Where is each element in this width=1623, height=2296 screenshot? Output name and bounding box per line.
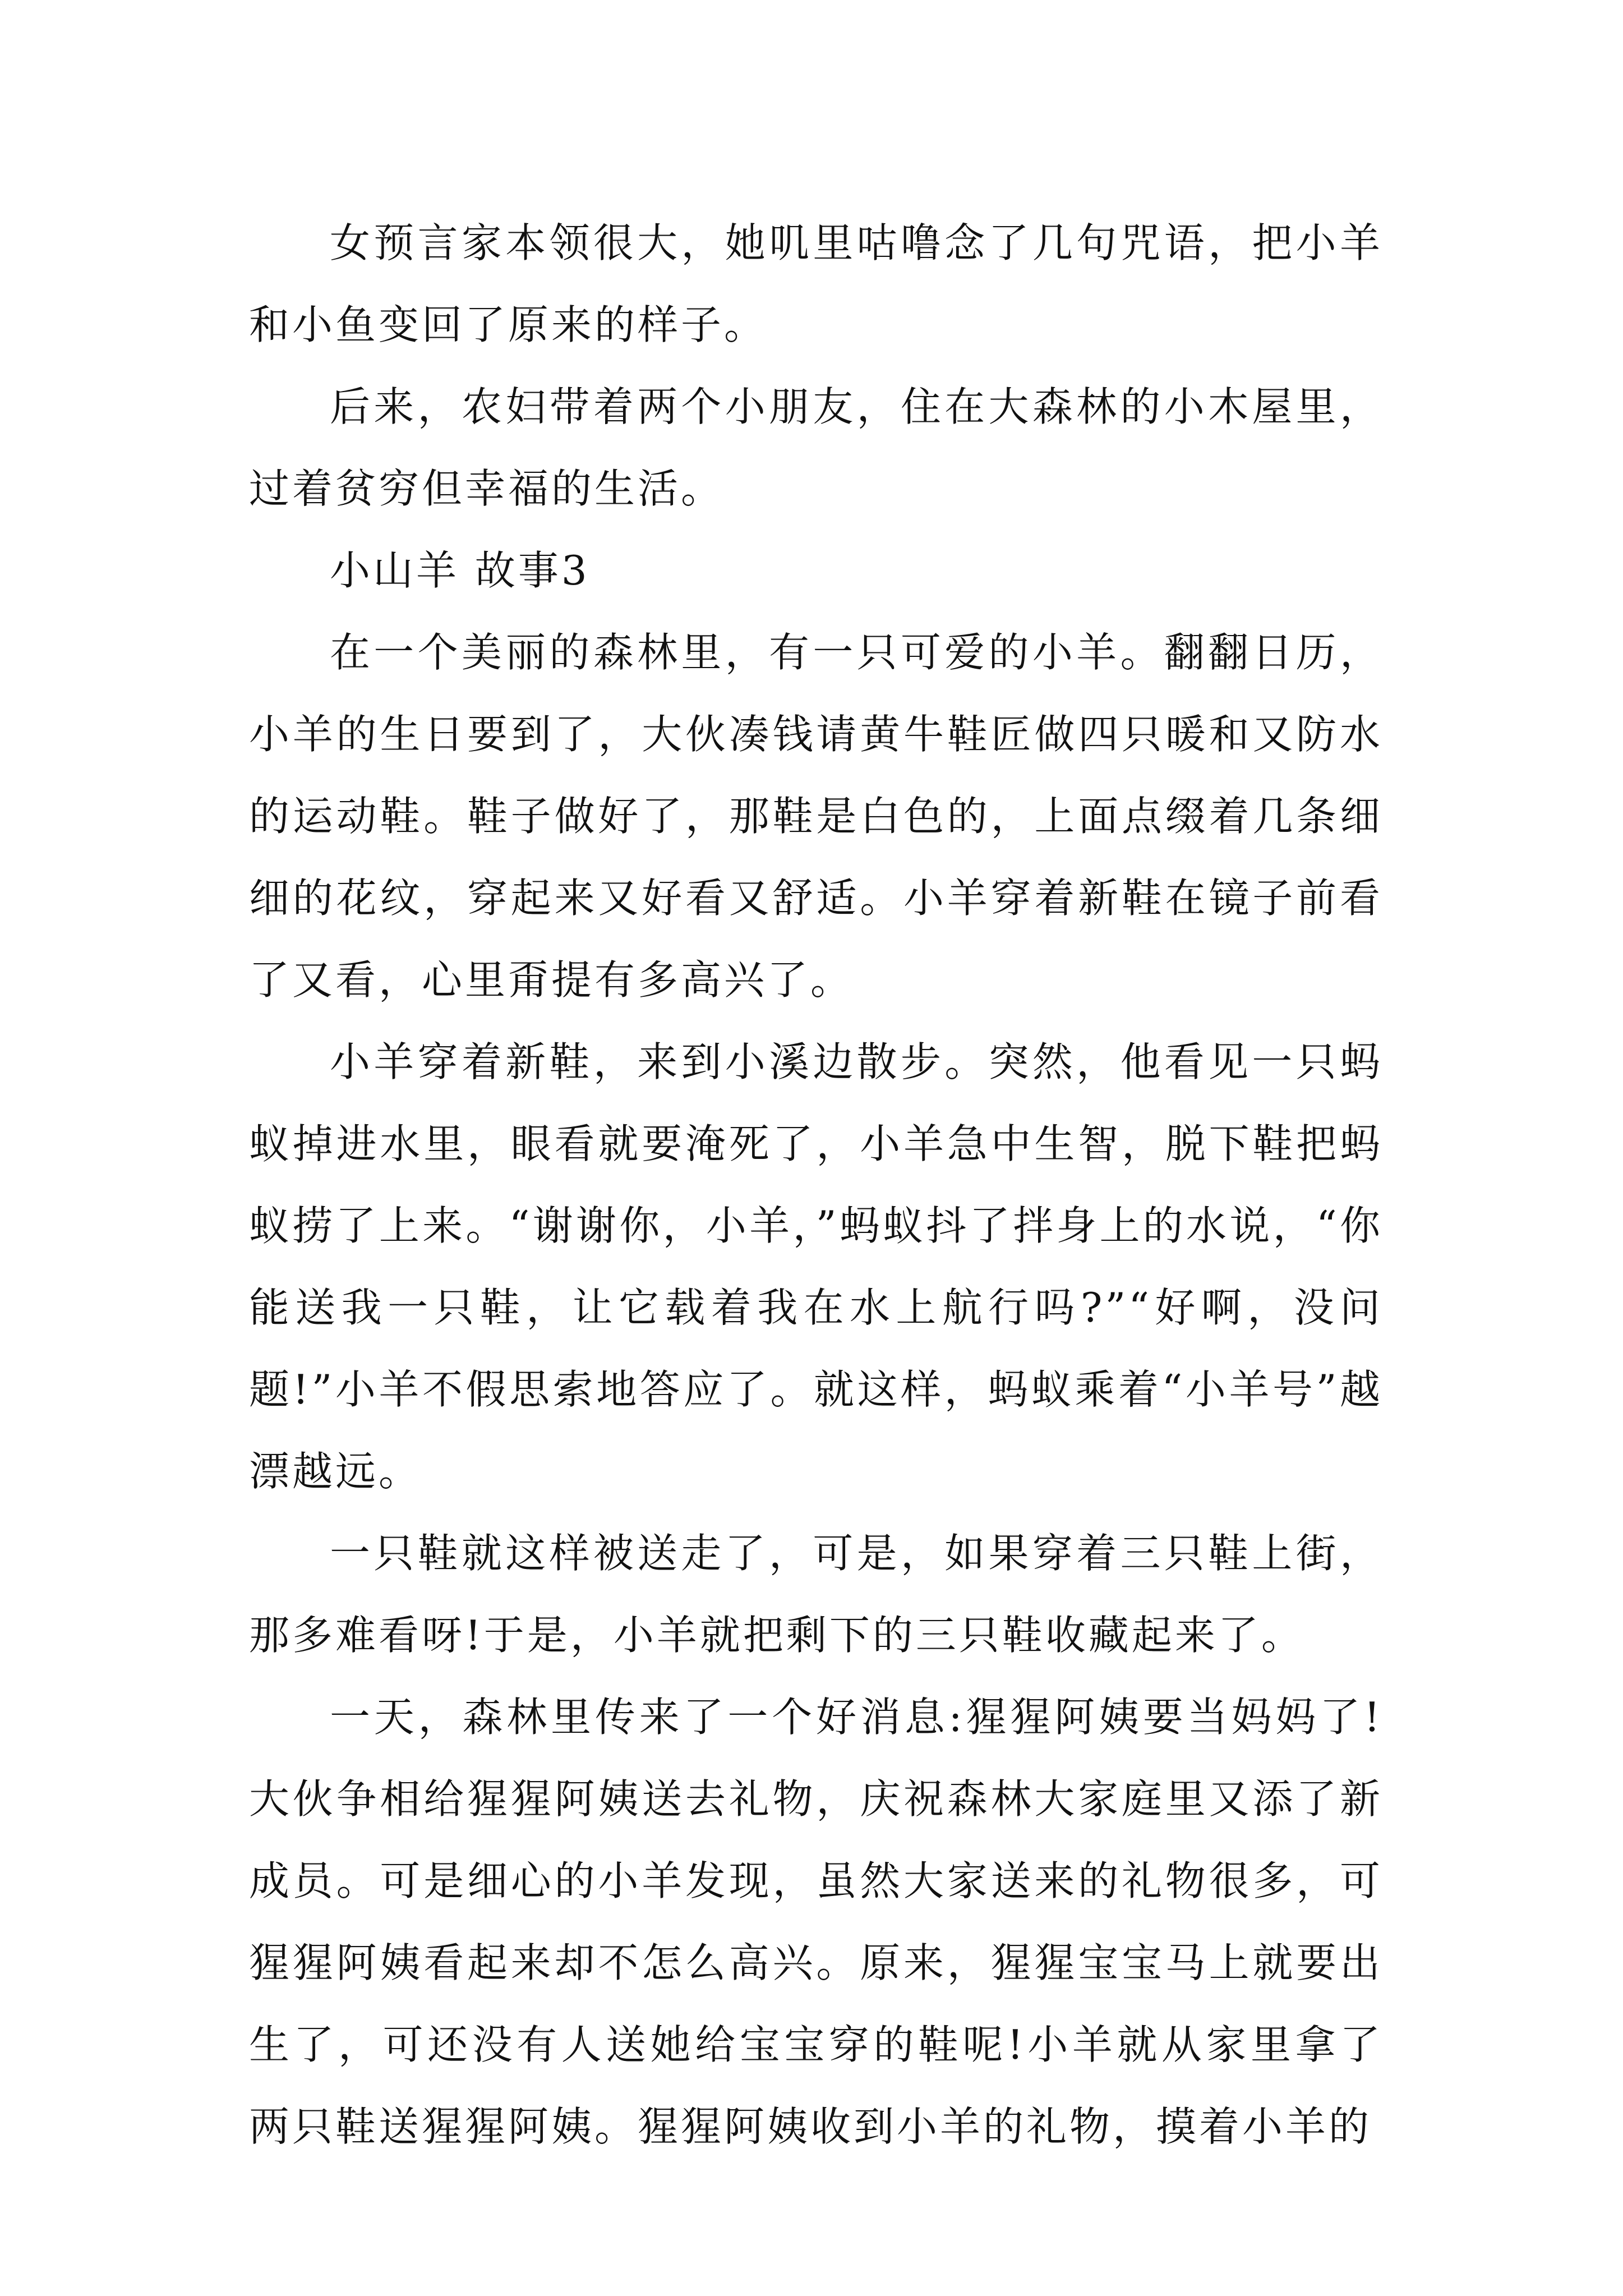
paragraph-6: 一天，森林里传来了一个好消息:猩猩阿姨要当妈妈了!大伙争相给猩猩阿姨送去礼物，庆祝森林大家庭里又添了新成员。可是细心的小羊发现，虽然大家送来的礼物很多，可猩猩阿姨看起来却不怎么高兴。原来，猩猩宝宝马上就要出生了，可还没有人送她给宝宝穿的鞋呢!小羊就从家里拿了两只鞋送猩猩阿姨。猩猩阿姨收到小羊的礼物，摸着小羊的 — [249, 1694, 1383, 2150]
document-body — [249, 202, 1383, 2168]
paragraph-4: 小羊穿着新鞋，来到小溪边散步。突然，他看见一只蚂蚁掉进水里，眼看就要淹死了，小羊急中生智，脱下鞋把蚂蚁捞了上来。“谢谢你，小羊，”蚂蚁抖了拌身上的水说，“你能送我一只鞋，让它载着我在水上航行吗?”“好啊，没问题!”小羊不假思索地答应了。就这样，蚂蚁乘着“小羊号”越漂越远。 — [249, 1038, 1383, 1495]
paragraph-1: 女预言家本领很大，她叽里咕噜念了几句咒语，把小羊和小鱼变回了原来的样子。 — [249, 219, 1383, 348]
paragraph-3: 在一个美丽的森林里，有一只可爱的小羊。翻翻日历，小羊的生日要到了，大伙凑钱请黄牛鞋匠做四只暖和又防水的运动鞋。鞋子做好了，那鞋是白色的，上面点缀着几条细细的花纹，穿起来又好看又舒适。小羊穿着新鞋在镜子前看了又看，心里甭提有多高兴了。 — [249, 629, 1383, 1004]
paragraph-2: 后来，农妇带着两个小朋友，住在大森林的小木屋里，过着贫穷但幸福的生活。 — [249, 383, 1383, 512]
paragraph-5: 一只鞋就这样被送走了，可是，如果穿着三只鞋上街，那多难看呀!于是，小羊就把剩下的三只鞋收藏起来了。 — [249, 1530, 1383, 1659]
section-heading: 小山羊 故事3 — [330, 547, 590, 594]
